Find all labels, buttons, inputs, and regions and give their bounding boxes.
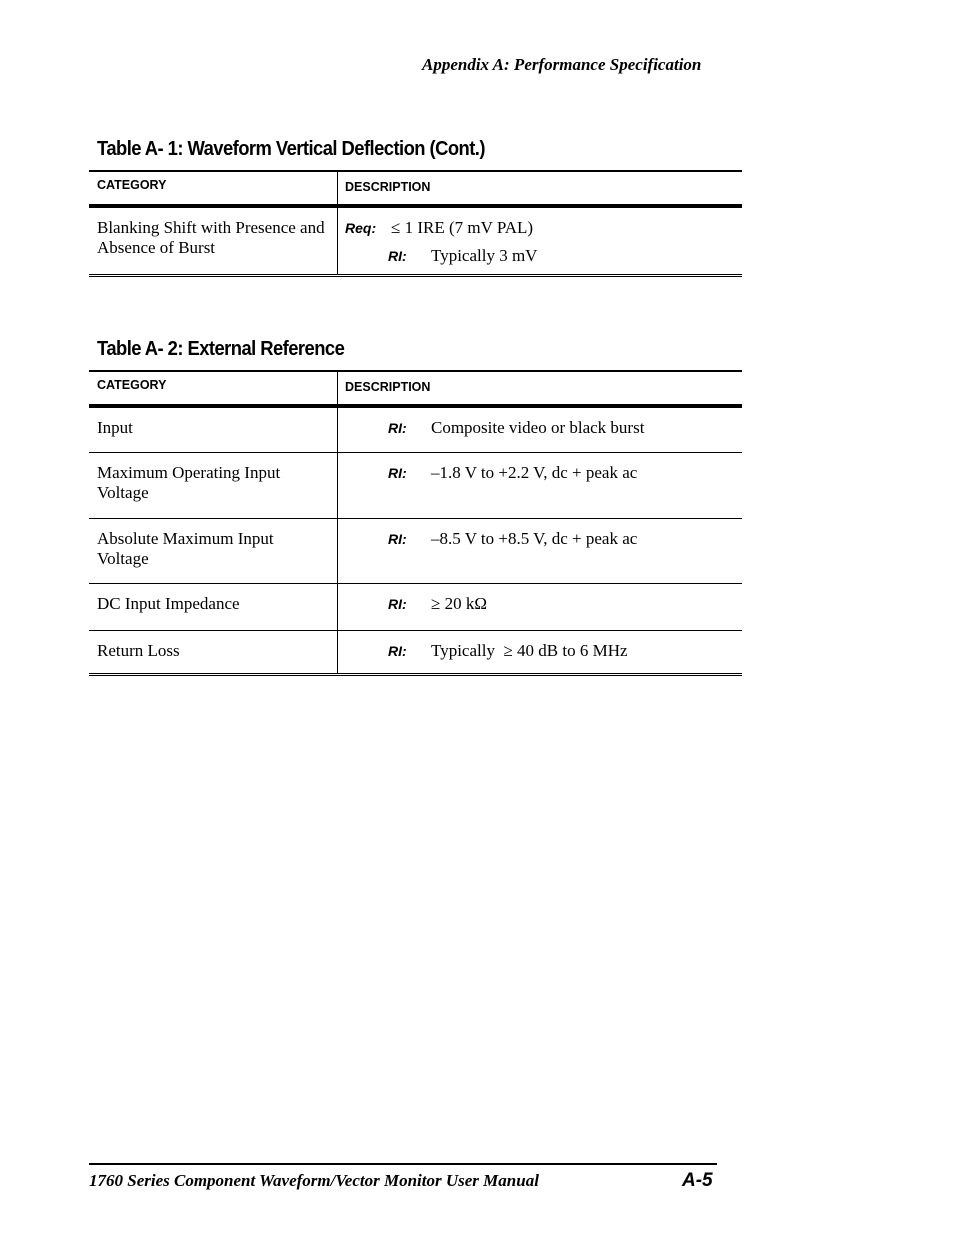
ri-label: RI: bbox=[388, 420, 407, 436]
ri-value: Typically 3 mV bbox=[431, 246, 538, 265]
row-description bbox=[338, 631, 742, 673]
footer-manual-title: 1760 Series Component Waveform/Vector Monitor User Manual bbox=[89, 1171, 539, 1190]
ri-line bbox=[338, 418, 742, 438]
row-category: Input bbox=[89, 408, 338, 452]
table-a2 bbox=[89, 370, 742, 676]
row-description bbox=[338, 208, 742, 274]
table-a1-title: Table A- 1: Waveform Vertical Deflection (Cont.) bbox=[97, 138, 485, 160]
ri-label: RI: bbox=[388, 596, 407, 612]
page-number: A-5 bbox=[682, 1170, 713, 1191]
table-a1-header bbox=[89, 170, 742, 208]
table-a2-header bbox=[89, 370, 742, 408]
ri-label: RI: bbox=[388, 465, 407, 481]
col-description-header: DESCRIPTION bbox=[345, 380, 431, 394]
row-description bbox=[338, 453, 742, 518]
ri-line bbox=[338, 529, 742, 549]
row-category: Absolute Maximum Input Voltage bbox=[89, 519, 338, 583]
ri-line bbox=[338, 641, 742, 661]
row-category: Blanking Shift with Presence and Absence of Burst bbox=[89, 208, 338, 274]
ri-label: RI: bbox=[388, 248, 407, 264]
row-category: DC Input Impedance bbox=[89, 584, 338, 630]
ri-value: –8.5 V to +8.5 V, dc + peak ac bbox=[431, 529, 638, 548]
row-description bbox=[338, 584, 742, 630]
req-value: ≤ 1 IRE (7 mV PAL) bbox=[391, 218, 534, 237]
ri-value: Composite video or black burst bbox=[431, 418, 645, 437]
col-category-header: CATEGORY bbox=[89, 372, 338, 404]
col-description-header: DESCRIPTION bbox=[345, 180, 431, 194]
ri-label: RI: bbox=[388, 643, 407, 659]
table-row bbox=[89, 519, 742, 584]
row-category: Return Loss bbox=[89, 631, 338, 673]
running-head: Appendix A: Performance Specification bbox=[422, 55, 702, 74]
ri-line bbox=[338, 594, 742, 614]
ri-line bbox=[338, 463, 742, 483]
table-row bbox=[89, 453, 742, 519]
row-description bbox=[338, 519, 742, 583]
ri-value: –1.8 V to +2.2 V, dc + peak ac bbox=[431, 463, 638, 482]
req-label: Req: bbox=[345, 220, 377, 236]
footer-rule bbox=[89, 1163, 717, 1165]
ri-label: RI: bbox=[388, 531, 407, 547]
row-description bbox=[338, 408, 742, 452]
table-row bbox=[89, 584, 742, 631]
col-category-header: CATEGORY bbox=[89, 172, 338, 204]
ri-value: ≥ 20 kΩ bbox=[431, 594, 487, 613]
table-a2-title: Table A- 2: External Reference bbox=[97, 338, 345, 360]
ri-line bbox=[338, 246, 742, 266]
table-row bbox=[89, 408, 742, 453]
row-category: Maximum Operating Input Voltage bbox=[89, 453, 338, 518]
table-a1 bbox=[89, 170, 742, 277]
req-line bbox=[338, 218, 742, 238]
ri-value: Typically ≥ 40 dB to 6 MHz bbox=[431, 641, 628, 660]
table-row bbox=[89, 208, 742, 277]
table-row bbox=[89, 631, 742, 676]
